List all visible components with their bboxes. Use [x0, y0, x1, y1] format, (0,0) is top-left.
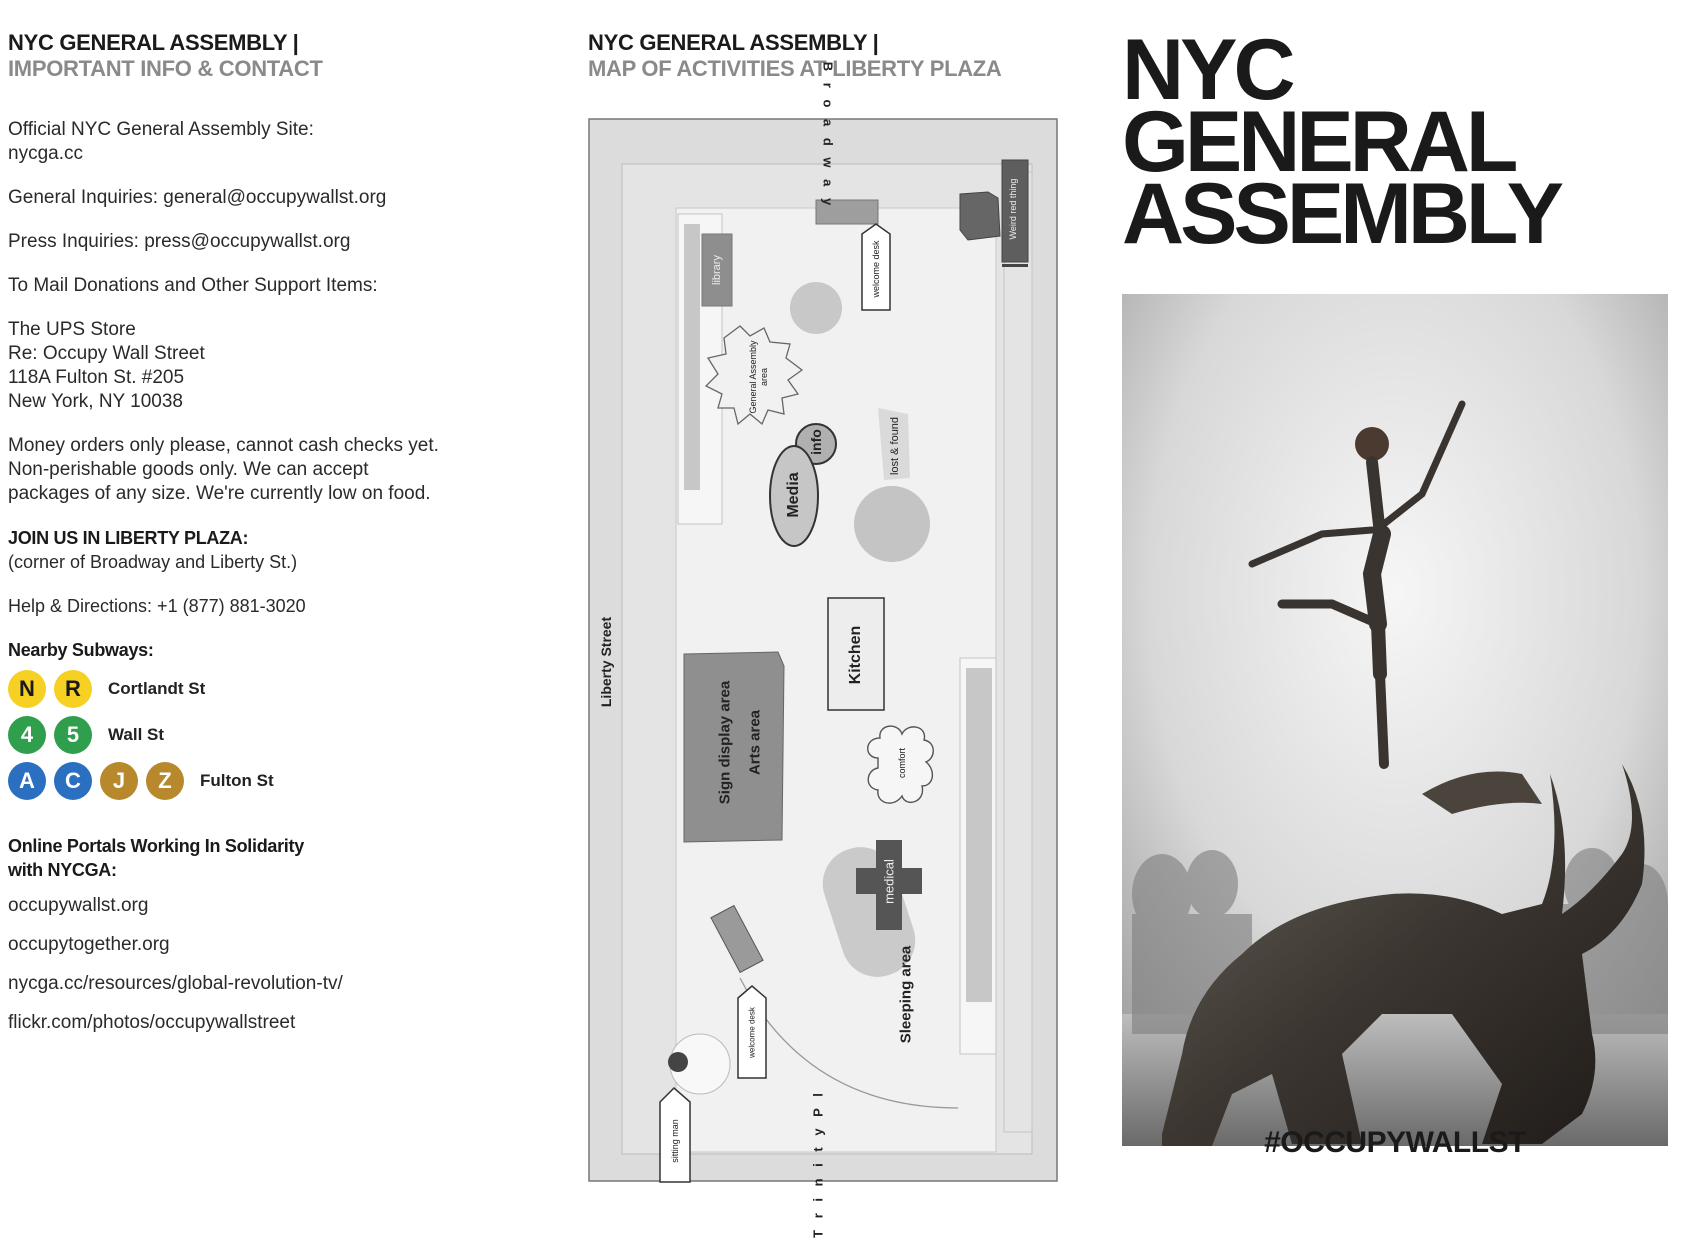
- site-label: Official NYC General Assembly Site:: [8, 119, 314, 140]
- media-label: Media: [785, 472, 802, 518]
- subway-row-cortlandt: [8, 666, 548, 712]
- subway-station: Fulton St: [200, 771, 274, 790]
- lost-found-label: lost & found: [889, 416, 901, 476]
- sitting-man-label: sitting man: [670, 1119, 680, 1163]
- dancer-head: [1355, 427, 1389, 461]
- join-heading: JOIN US IN LIBERTY PLAZA:: [8, 528, 249, 548]
- library-label: library: [711, 255, 723, 285]
- map-header-line1: NYC GENERAL ASSEMBLY |: [588, 30, 879, 55]
- weird-red-thing-label: Weird red thing: [1008, 178, 1018, 240]
- sleeping-area-label: Sleeping area: [897, 945, 915, 1044]
- address-line: 118A Fulton St. #205: [8, 367, 185, 388]
- money-note: [8, 434, 548, 506]
- portals-heading-line1: Online Portals Working In Solidarity: [8, 836, 304, 856]
- comfort-label: comfort: [897, 748, 907, 779]
- arts-area-label: Arts area: [746, 709, 764, 776]
- dancer-neck: [1372, 462, 1380, 534]
- mail-heading: To Mail Donations and Other Support Items:: [8, 275, 378, 296]
- info-panel: [8, 30, 548, 1035]
- portal-link[interactable]: occupytogether.org: [8, 934, 170, 955]
- mailing-address: [8, 318, 548, 414]
- subway-list: [8, 666, 548, 804]
- address-line: The UPS Store: [8, 319, 136, 340]
- info-header-line2: IMPORTANT INFO & CONTACT: [8, 56, 323, 81]
- subway-station: Cortlandt St: [108, 679, 206, 698]
- address-line: Re: Occupy Wall Street: [8, 343, 205, 364]
- street-trinity-label: T r i n i t y P l: [810, 1089, 826, 1238]
- welcome-desk-bottom-label: welcome desk: [747, 1007, 757, 1058]
- subway-line-R: R: [54, 670, 92, 708]
- help-directions: Help & Directions: +1 (877) 881-3020: [8, 596, 306, 616]
- money-line: Non-perishable goods only. We can accept: [8, 459, 369, 480]
- street-liberty-label: Liberty Street: [598, 616, 614, 708]
- street-broadway-label: B r o a d w a y: [820, 61, 836, 210]
- subway-line-Z: Z: [146, 762, 184, 800]
- subway-line-4: 4: [8, 716, 46, 754]
- subway-line-J: J: [100, 762, 138, 800]
- kitchen-label: Kitchen: [847, 625, 864, 685]
- portal-link[interactable]: nycga.cc/resources/global-revolution-tv/: [8, 973, 343, 994]
- subway-line-A: A: [8, 762, 46, 800]
- cover-photo: [1122, 294, 1668, 1146]
- welcome-desk-top-label: welcome desk: [871, 240, 881, 298]
- subway-line-C: C: [54, 762, 92, 800]
- subway-row-fulton: [8, 758, 548, 804]
- medical-label: medical: [881, 859, 897, 904]
- join-sub: (corner of Broadway and Liberty St.): [8, 552, 298, 572]
- map-header: [588, 30, 1002, 82]
- portals-heading-line2: with NYCGA:: [8, 860, 117, 880]
- portal-link[interactable]: occupywallst.org: [8, 895, 149, 916]
- cover-title-line1: NYC: [1122, 22, 1292, 118]
- general-assembly-label: General Assembly area: [748, 340, 769, 414]
- money-line: packages of any size. We're currently low on food.: [8, 483, 431, 504]
- cover-title-line2: GENERAL: [1122, 94, 1515, 190]
- info-label: info: [808, 429, 824, 455]
- subways-heading: Nearby Subways:: [8, 640, 154, 660]
- address-line: New York, NY 10038: [8, 391, 183, 412]
- money-line: Money orders only please, cannot cash checks yet.: [8, 435, 439, 456]
- site-url[interactable]: nycga.cc: [8, 143, 83, 164]
- map-header-line2: MAP OF ACTIVITIES AT LIBERTY PLAZA: [588, 56, 1002, 81]
- general-inquiries[interactable]: General Inquiries: general@occupywallst.org: [8, 187, 387, 208]
- subway-line-5: 5: [54, 716, 92, 754]
- sign-display-label: Sign display area: [716, 680, 734, 805]
- hashtag: #OCCUPYWALLST: [1264, 1126, 1526, 1159]
- subway-station: Wall St: [108, 725, 165, 744]
- press-inquiries[interactable]: Press Inquiries: press@occupywallst.org: [8, 231, 351, 252]
- subway-line-N: N: [8, 670, 46, 708]
- info-header-line1: NYC GENERAL ASSEMBLY |: [8, 30, 299, 55]
- cover-title: [1122, 22, 1560, 262]
- portal-link[interactable]: flickr.com/photos/occupywallstreet: [8, 1012, 296, 1033]
- cover-title-line3: ASSEMBLY: [1122, 166, 1560, 262]
- subway-row-wall: [8, 712, 548, 758]
